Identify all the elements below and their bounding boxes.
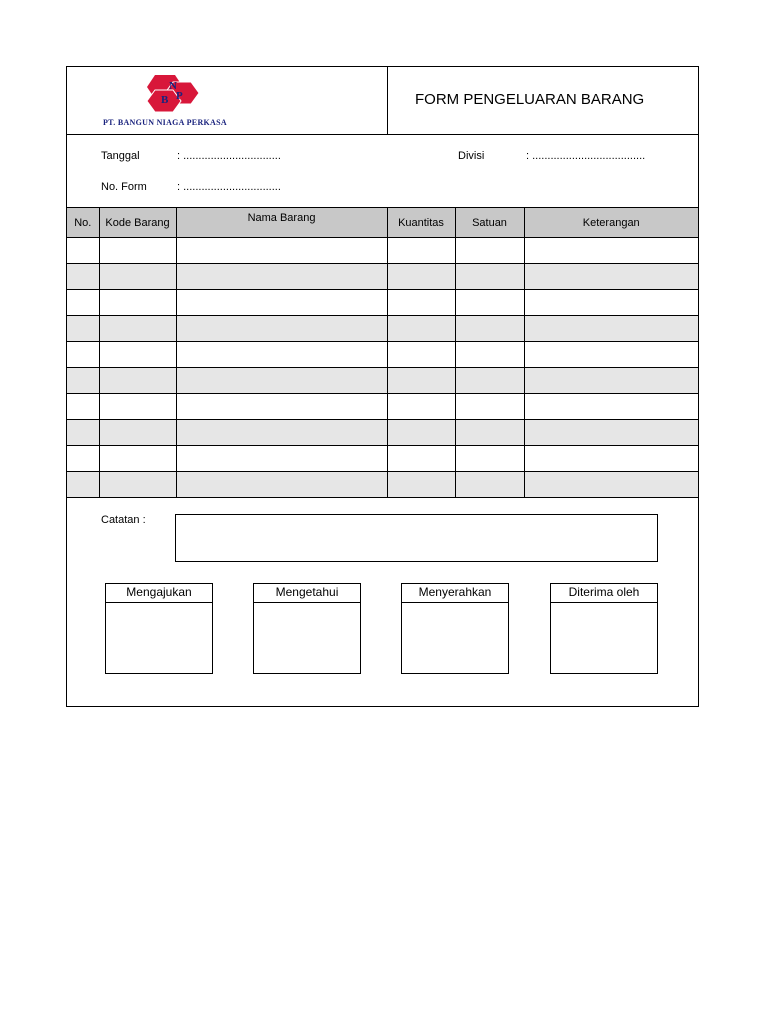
cell-nama-barang[interactable] xyxy=(176,446,387,472)
cell-keterangan[interactable] xyxy=(524,316,698,342)
col-header-satuan: Satuan xyxy=(455,208,524,238)
cell-satuan[interactable] xyxy=(455,342,524,368)
table-row xyxy=(67,446,698,472)
cell-kuantitas[interactable] xyxy=(387,446,455,472)
cell-kode-barang[interactable] xyxy=(99,290,176,316)
logo-cell xyxy=(67,67,388,134)
cell-satuan[interactable] xyxy=(455,264,524,290)
cell-nama-barang[interactable] xyxy=(176,290,387,316)
cell-kode-barang[interactable] xyxy=(99,394,176,420)
cell-nama-barang[interactable] xyxy=(176,472,387,498)
cell-kode-barang[interactable] xyxy=(99,316,176,342)
divisi-label: Divisi xyxy=(458,150,485,162)
cell-satuan[interactable] xyxy=(455,394,524,420)
cell-kode-barang[interactable] xyxy=(99,264,176,290)
signature-label: Mengetahui xyxy=(254,584,360,603)
table-row xyxy=(67,316,698,342)
cell-kuantitas[interactable] xyxy=(387,368,455,394)
cell-no[interactable] xyxy=(67,446,99,472)
signature-label: Diterima oleh xyxy=(551,584,657,603)
company-logo-icon xyxy=(145,73,201,113)
cell-kode-barang[interactable] xyxy=(99,238,176,264)
table-row xyxy=(67,238,698,264)
table-header-row xyxy=(67,208,698,238)
col-header-nama-barang: Nama Barang xyxy=(176,208,387,238)
cell-no[interactable] xyxy=(67,238,99,264)
notes-box[interactable] xyxy=(175,514,658,562)
cell-kuantitas[interactable] xyxy=(387,394,455,420)
items-table-body xyxy=(67,238,698,498)
cell-nama-barang[interactable] xyxy=(176,316,387,342)
cell-no[interactable] xyxy=(67,316,99,342)
cell-nama-barang[interactable] xyxy=(176,264,387,290)
cell-nama-barang[interactable] xyxy=(176,342,387,368)
cell-no[interactable] xyxy=(67,420,99,446)
cell-kode-barang[interactable] xyxy=(99,446,176,472)
col-header-keterangan: Keterangan xyxy=(524,208,698,238)
col-header-kode-barang: Kode Barang xyxy=(99,208,176,238)
table-row xyxy=(67,368,698,394)
cell-keterangan[interactable] xyxy=(524,264,698,290)
cell-kuantitas[interactable] xyxy=(387,420,455,446)
signature-label: Menyerahkan xyxy=(402,584,508,603)
cell-satuan[interactable] xyxy=(455,446,524,472)
divisi-field[interactable]: : ..................................... xyxy=(526,150,646,162)
cell-satuan[interactable] xyxy=(455,472,524,498)
cell-kode-barang[interactable] xyxy=(99,420,176,446)
table-row xyxy=(67,264,698,290)
cell-satuan[interactable] xyxy=(455,238,524,264)
table-row xyxy=(67,472,698,498)
svg-text:P: P xyxy=(176,90,183,102)
cell-kode-barang[interactable] xyxy=(99,472,176,498)
cell-keterangan[interactable] xyxy=(524,420,698,446)
cell-kode-barang[interactable] xyxy=(99,342,176,368)
table-row xyxy=(67,342,698,368)
signature-label: Mengajukan xyxy=(106,584,212,603)
cell-satuan[interactable] xyxy=(455,290,524,316)
signature-box-diterima-oleh[interactable] xyxy=(550,583,658,674)
cell-no[interactable] xyxy=(67,368,99,394)
cell-kuantitas[interactable] xyxy=(387,238,455,264)
cell-kuantitas[interactable] xyxy=(387,342,455,368)
signature-box-mengetahui[interactable] xyxy=(253,583,361,674)
cell-nama-barang[interactable] xyxy=(176,420,387,446)
cell-satuan[interactable] xyxy=(455,368,524,394)
cell-keterangan[interactable] xyxy=(524,394,698,420)
tanggal-label: Tanggal xyxy=(101,150,140,162)
table-row xyxy=(67,420,698,446)
cell-keterangan[interactable] xyxy=(524,290,698,316)
cell-keterangan[interactable] xyxy=(524,368,698,394)
cell-keterangan[interactable] xyxy=(524,446,698,472)
company-name: PT. BANGUN NIAGA PERKASA xyxy=(103,118,227,127)
cell-kuantitas[interactable] xyxy=(387,472,455,498)
col-header-kuantitas: Kuantitas xyxy=(387,208,455,238)
cell-no[interactable] xyxy=(67,290,99,316)
cell-no[interactable] xyxy=(67,264,99,290)
cell-kode-barang[interactable] xyxy=(99,368,176,394)
svg-text:B: B xyxy=(161,94,169,106)
form-header xyxy=(67,67,698,135)
cell-nama-barang[interactable] xyxy=(176,394,387,420)
cell-nama-barang[interactable] xyxy=(176,238,387,264)
no-form-field[interactable]: : ................................ xyxy=(177,181,281,193)
table-row xyxy=(67,394,698,420)
form-title: FORM PENGELUARAN BARANG xyxy=(415,91,645,108)
goods-issue-form xyxy=(66,66,699,707)
cell-keterangan[interactable] xyxy=(524,342,698,368)
cell-no[interactable] xyxy=(67,472,99,498)
table-row xyxy=(67,290,698,316)
no-form-label: No. Form xyxy=(101,181,147,193)
svg-text:N: N xyxy=(169,80,177,92)
tanggal-field[interactable]: : ................................ xyxy=(177,150,281,162)
cell-kuantitas[interactable] xyxy=(387,264,455,290)
signature-box-menyerahkan[interactable] xyxy=(401,583,509,674)
notes-label: Catatan : xyxy=(101,514,146,526)
cell-kuantitas[interactable] xyxy=(387,290,455,316)
signature-box-mengajukan[interactable] xyxy=(105,583,213,674)
col-header-no: No. xyxy=(67,208,99,238)
cell-no[interactable] xyxy=(67,342,99,368)
items-table xyxy=(67,207,698,498)
cell-satuan[interactable] xyxy=(455,420,524,446)
cell-keterangan[interactable] xyxy=(524,238,698,264)
cell-nama-barang[interactable] xyxy=(176,368,387,394)
cell-satuan[interactable] xyxy=(455,316,524,342)
cell-kuantitas[interactable] xyxy=(387,316,455,342)
cell-keterangan[interactable] xyxy=(524,472,698,498)
cell-no[interactable] xyxy=(67,394,99,420)
